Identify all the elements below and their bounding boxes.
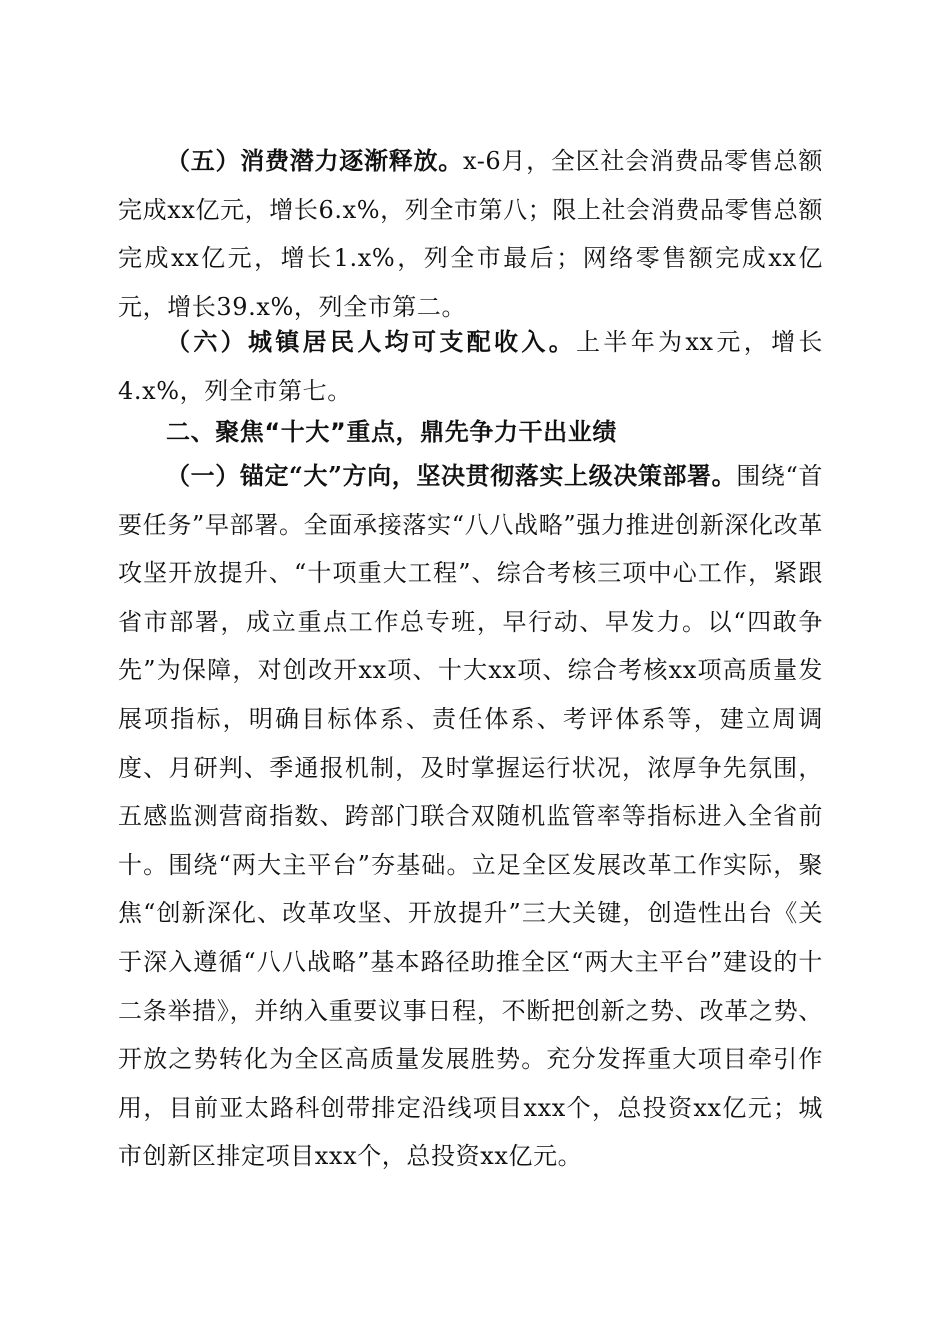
paragraph-lead: （一）锚定“大”方向，坚决贯彻落实上级决策部署。 xyxy=(166,461,737,490)
paragraph-lead: （六）城镇居民人均可支配收入。 xyxy=(166,327,577,356)
section-heading: 二、聚焦“十大”重点，鼎先争力干出业绩 xyxy=(166,418,617,446)
paragraph-lead: （五）消费潜力逐渐释放。 xyxy=(166,146,463,175)
paragraph-income xyxy=(118,318,823,415)
paragraph-body: 围绕“首要任务”早部署。全面承接落实“八八战略”强力推进创新深化改革攻坚开放提升、“十项重大工程”、综合考核三项中心工作，紧跟省市部署，成立重点工作总专班，早行动、早发力。以“四敢争先”为保障，对创改开xx项、十大xx项、综合考核xx项高质量发展项指标，明确目标体系、责任体系、考评体系等，建立周调度、月研判、季通报机制，及时掌握运行状况，浓厚争先氛围，五感监测营商指数、跨部门联合双随机监管率等指标进入全省前十。围绕“两大主平台”夯基础。立足全区发展改革工作实际，聚焦“创新深化、改革攻坚、开放提升”三大关键，创造性出台《关于深入遵循“八八战略”基本路径助推全区“两大主平台”建设的十二条举措》，并纳入重要议事日程，不断把创新之势、改革之势、开放之势转化为全区高质量发展胜势。充分发挥重大项目牵引作用，目前亚太路科创带排定沿线项目xxx个，总投资xx亿元；城市创新区排定项目xxx个，总投资xx亿元。 xyxy=(118,462,824,1171)
paragraph-body: 上半年为xx元，增长4.x%，列全市第七。 xyxy=(118,328,824,405)
paragraph-direction xyxy=(118,452,823,1181)
paragraph-body: x-6月，全区社会消费品零售总额完成xx亿元，增长6.x%，列全市第八；限上社会消费品零售总额完成xx亿元，增长1.x%，列全市最后；网络零售额完成xx亿元，增长39.x%，列全市第二。 xyxy=(118,147,824,321)
paragraph-consumption xyxy=(118,137,823,331)
